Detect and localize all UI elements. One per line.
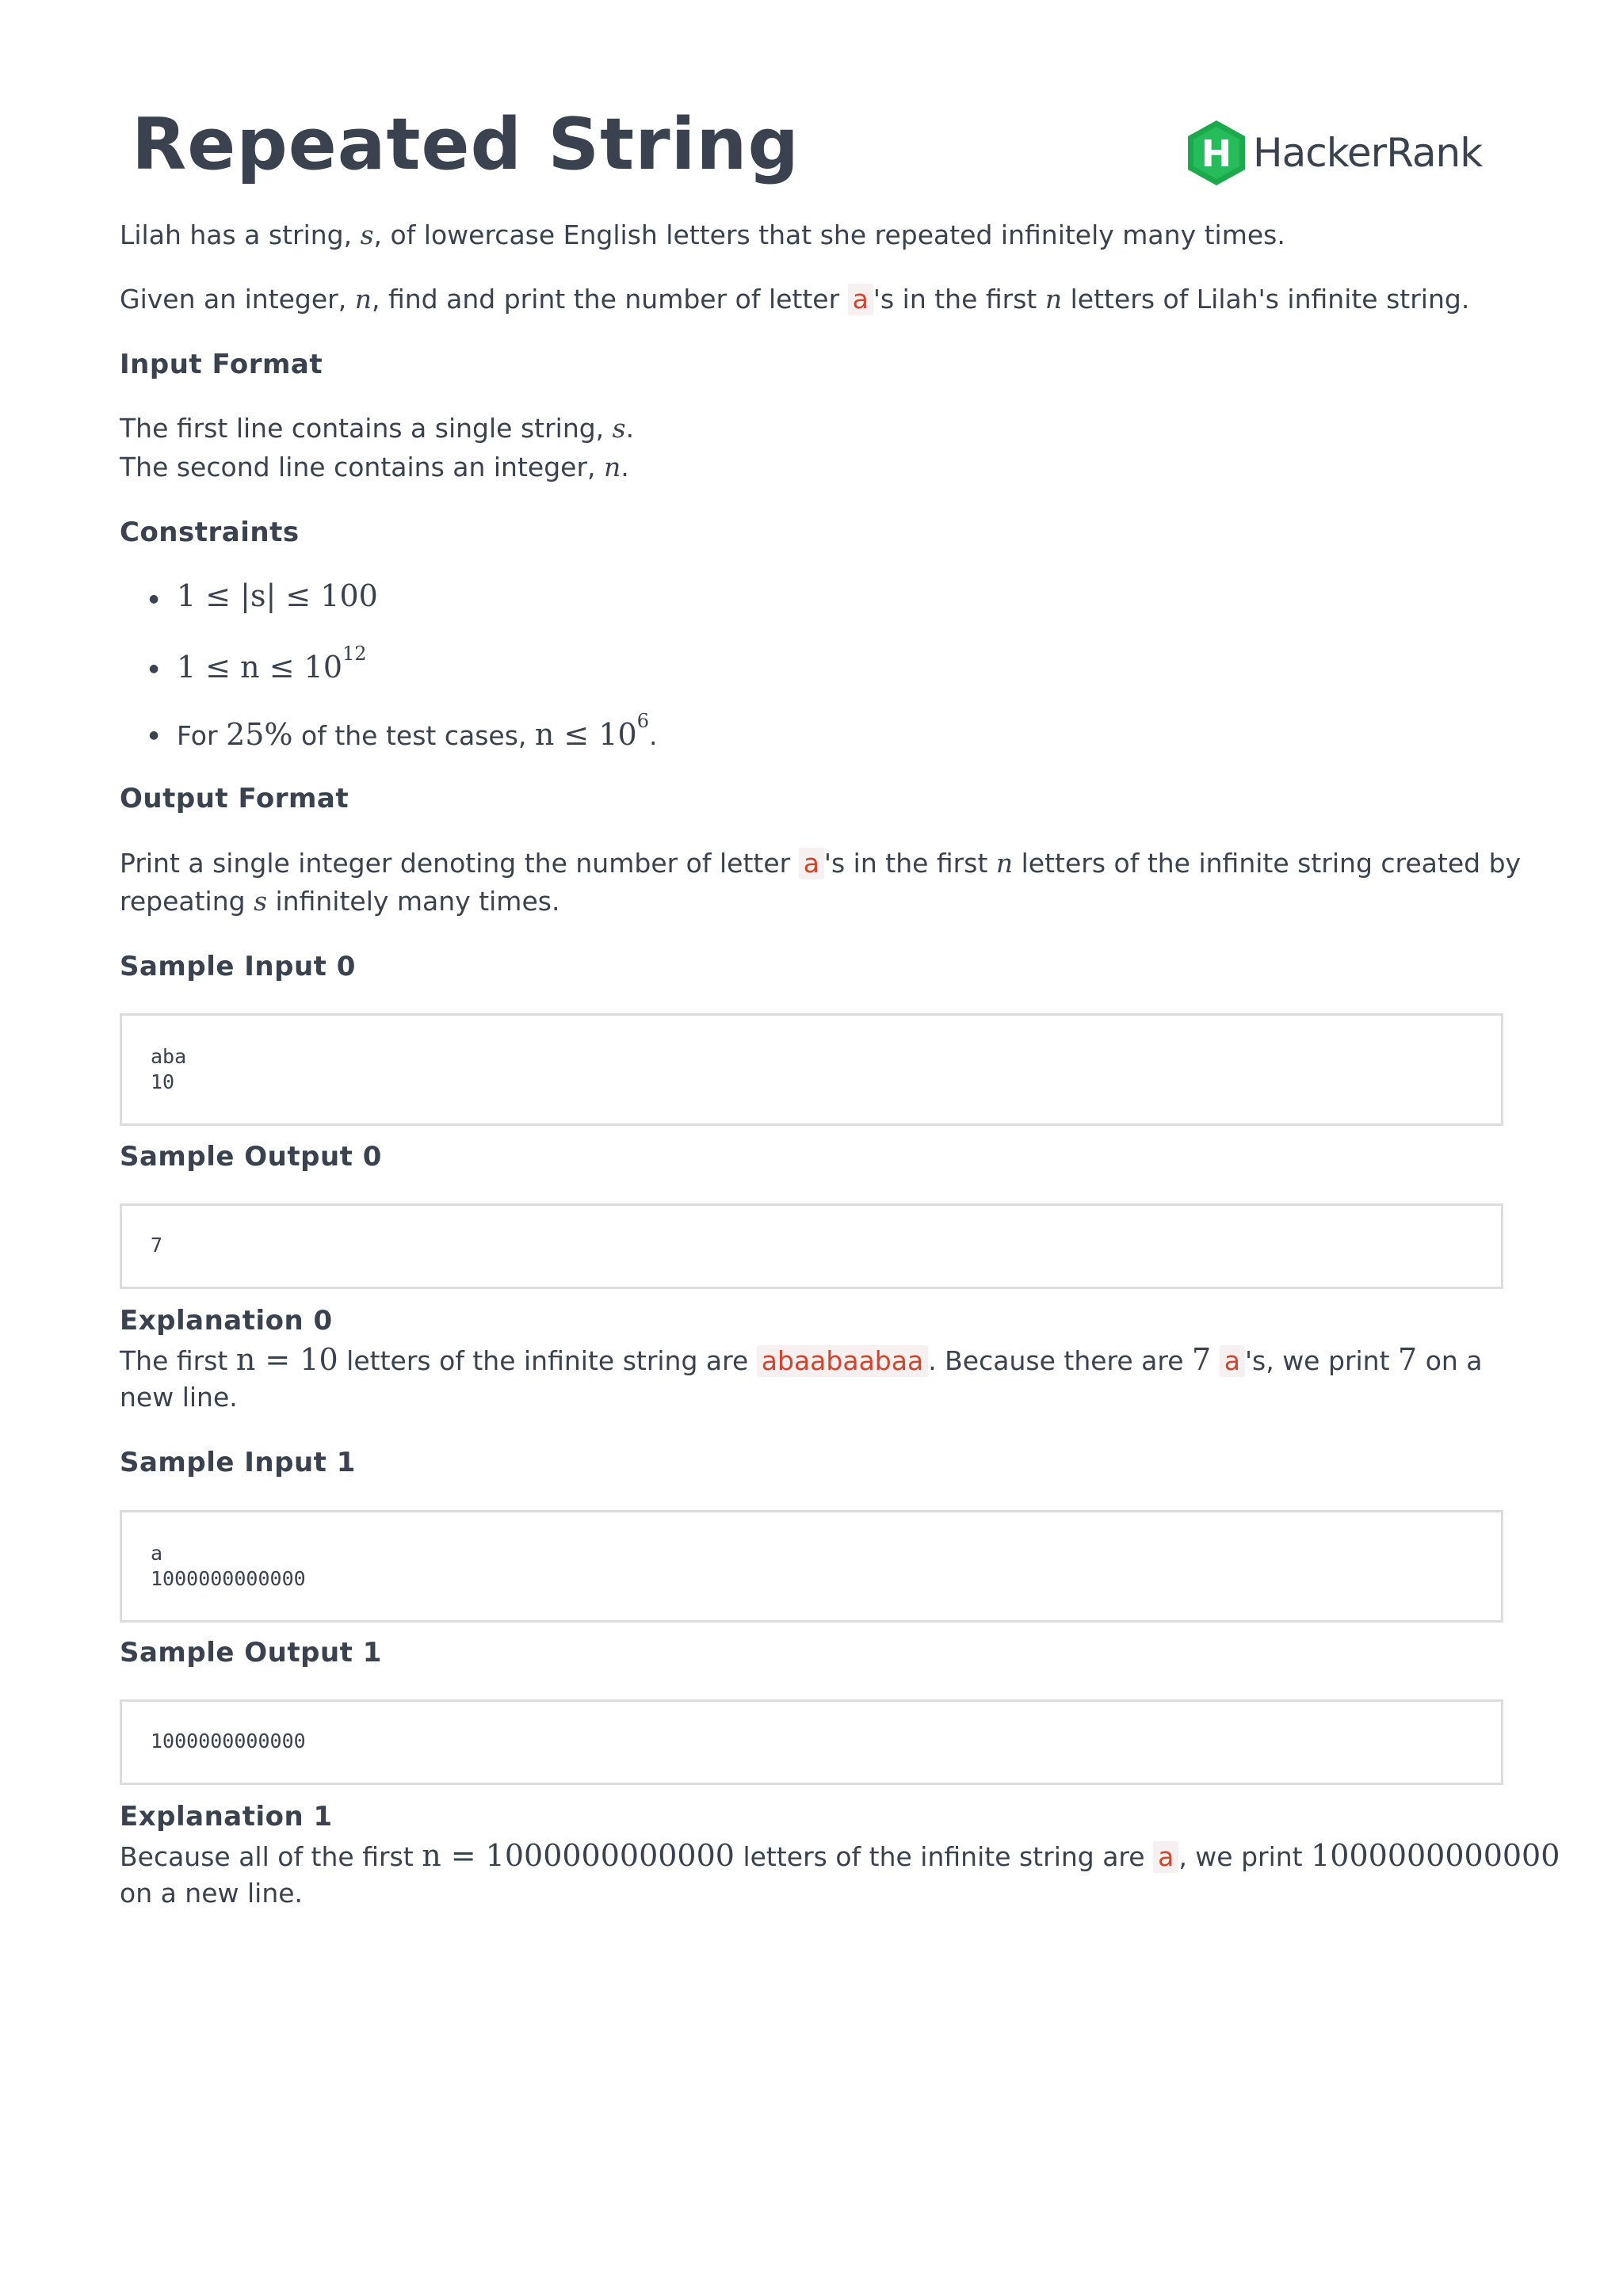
explanation-1-line-1: Because all of the first n = 1000000000000 letters of the infinite string are a , we print 1000000000000 (120, 1838, 1560, 1873)
hackerrank-hexagon-icon (1186, 119, 1247, 187)
output-format-line-1: Print a single integer denoting the number of letter a 's in the first n letters of the infinite string created by (120, 848, 1522, 879)
sample-output-1-box (120, 1699, 1503, 1785)
sample-input-0-content: aba 10 (151, 1045, 187, 1093)
bullet-icon: ● (149, 593, 159, 605)
constraints-heading: Constraints (120, 517, 300, 548)
sample-input-1-box (120, 1510, 1503, 1623)
constraint-1: 1 ≤ |s| ≤ 100 (177, 578, 378, 613)
intro-line-1: Lilah has a string, s, of lowercase English letters that she repeated infinitely many times. (120, 219, 1285, 250)
explanation-0-line-1: The first n = 10 letters of the infinite string are abaabaabaa . Because there are 7 a 's, we print 7 on a (120, 1342, 1483, 1377)
bullet-icon: ● (149, 729, 159, 742)
svg-text:H: H (1201, 132, 1232, 175)
inline-code: a (1153, 1841, 1178, 1873)
inline-code: a (799, 848, 824, 879)
bullet-icon: ● (149, 662, 159, 675)
output-format-line-2: repeating s infinitely many times. (120, 886, 560, 917)
sample-output-0-content: 7 (151, 1234, 163, 1257)
sample-output-1-content: 1000000000000 (151, 1730, 306, 1753)
inline-code: a (1220, 1345, 1245, 1377)
constraint-3: For 25% of the test cases, $n \le 10^6$. (177, 710, 658, 752)
brand-name: HackerRank (1253, 130, 1483, 176)
explanation-1-heading: Explanation 1 (120, 1801, 333, 1833)
output-format-heading: Output Format (120, 783, 349, 814)
sample-output-0-box (120, 1203, 1503, 1289)
explanation-0-heading: Explanation 0 (120, 1305, 333, 1337)
constraint-2: $1 \le n \le 10^{12}$ (177, 643, 367, 685)
intro-line-2: Given an integer, n, find and print the number of letter a 's in the first n letters of Lilah's infinite string. (120, 284, 1470, 315)
sample-input-0-box (120, 1013, 1503, 1126)
explanation-0-line-2: new line. (120, 1382, 238, 1413)
sample-output-1-heading: Sample Output 1 (120, 1637, 382, 1669)
input-format-line-2: The second line contains an integer, n. (120, 452, 629, 482)
input-format-heading: Input Format (120, 349, 323, 380)
inline-code: abaabaabaa (757, 1345, 928, 1377)
sample-output-0-heading: Sample Output 0 (120, 1141, 382, 1173)
input-format-line-1: The first line contains a single string, s. (120, 413, 635, 444)
hackerrank-logo (1186, 119, 1482, 187)
inline-code: a (848, 284, 873, 315)
page-title: Repeated String (132, 103, 800, 186)
sample-input-0-heading: Sample Input 0 (120, 951, 356, 982)
sample-input-1-heading: Sample Input 1 (120, 1447, 356, 1478)
sample-input-1-content: a 1000000000000 (151, 1542, 306, 1590)
explanation-1-line-2: on a new line. (120, 1878, 304, 1909)
